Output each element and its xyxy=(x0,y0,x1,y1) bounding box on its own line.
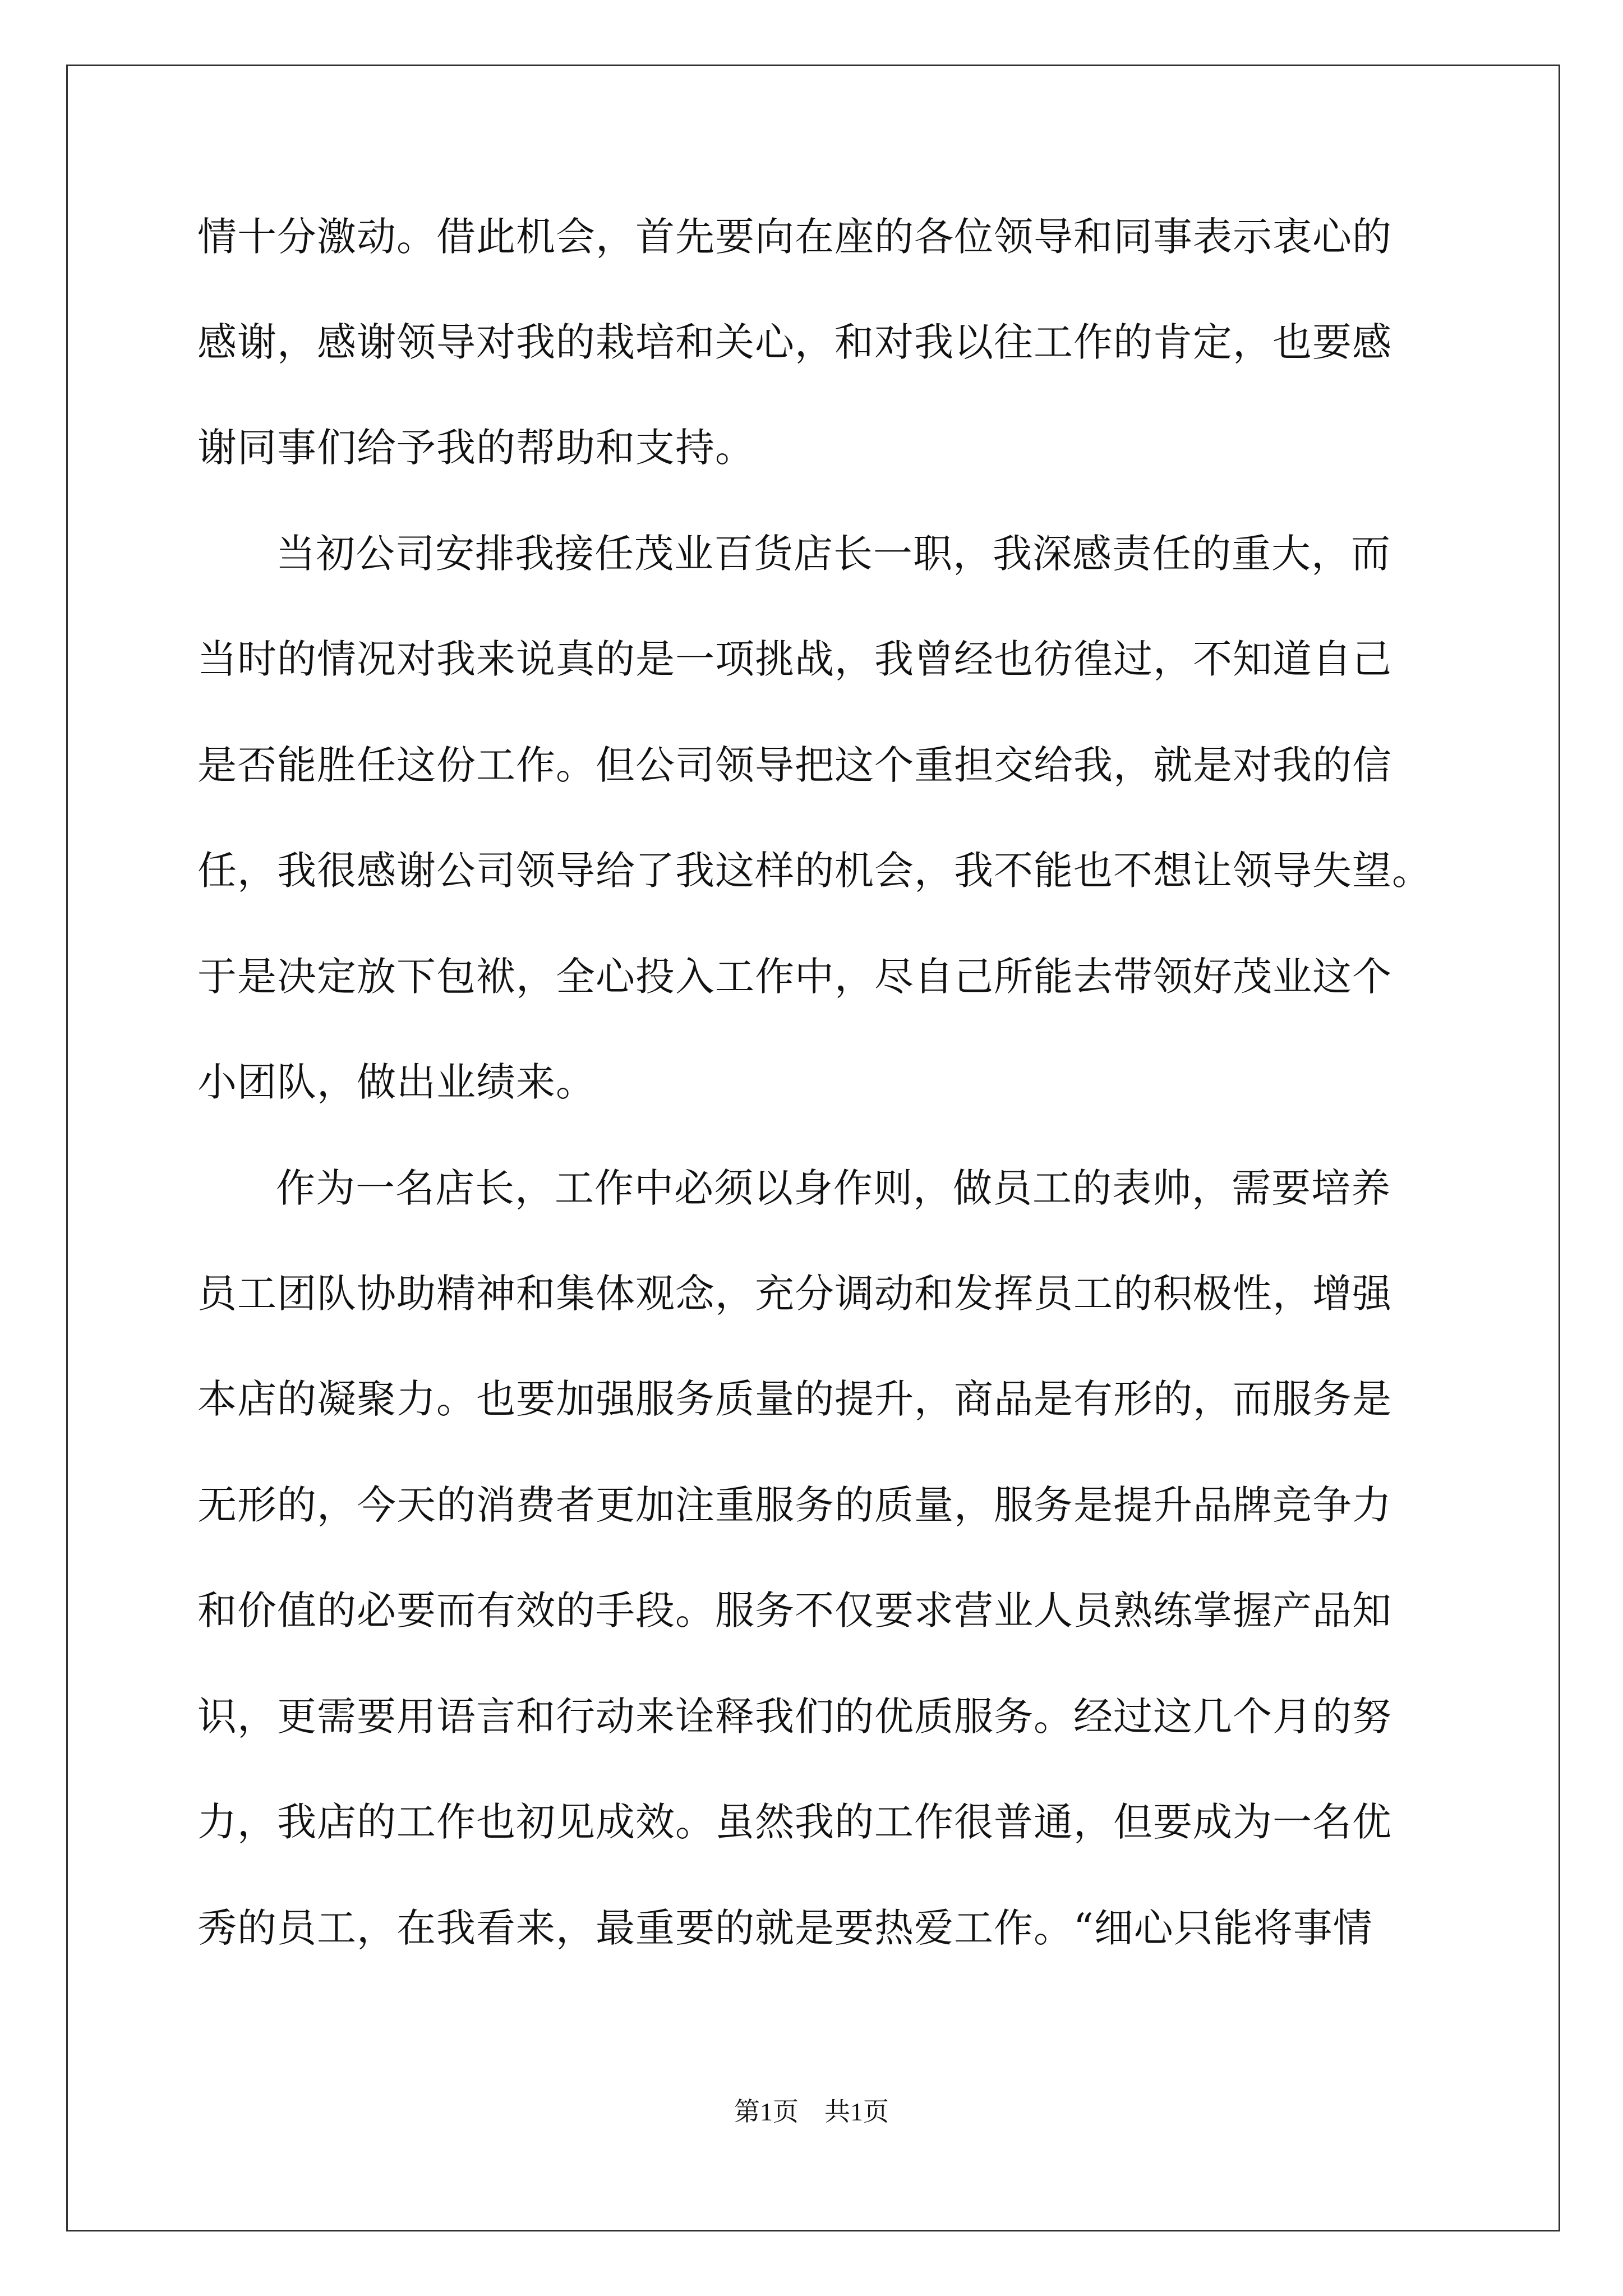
text-line: 本店的凝聚力。也要加强服务质量的提升，商品是有形的，而服务是 xyxy=(197,1376,1392,1422)
text-line: 识，更需要用语言和行动来诠释我们的优质服务。经过这几个月的努 xyxy=(197,1694,1392,1740)
text-line: 小团队，做出业绩来。 xyxy=(197,1059,596,1105)
text-line: 情十分激动。借此机会，首先要向在座的各位领导和同事表示衷心的 xyxy=(197,214,1392,260)
text-line: 感谢，感谢领导对我的栽培和关心，和对我以往工作的肯定，也要感 xyxy=(197,319,1392,365)
page-number-footer: 第1页 共1页 xyxy=(734,2097,889,2126)
text-line: 当时的情况对我来说真的是一项挑战，我曾经也彷徨过，不知道自己 xyxy=(197,636,1392,682)
text-line: 谢同事们给予我的帮助和支持。 xyxy=(197,425,755,471)
text-line: 力，我店的工作也初见成效。虽然我的工作很普通，但要成为一名优 xyxy=(197,1799,1392,1845)
text-line: 是否能胜任这份工作。但公司领导把这个重担交给我，就是对我的信 xyxy=(197,742,1392,788)
text-line: 任，我很感谢公司领导给了我这样的机会，我不能也不想让领导失望。 xyxy=(197,848,1432,894)
text-line: 于是决定放下包袱，全心投入工作中，尽自己所能去带领好茂业这个 xyxy=(197,954,1392,1000)
text-line: 秀的员工，在我看来，最重要的就是要热爱工作。“细心只能将事情 xyxy=(197,1905,1373,1951)
paragraph-start-line: 当初公司安排我接任茂业百货店长一职，我深感责任的重大，而 xyxy=(276,531,1391,577)
text-line: 员工团队协助精神和集体观念，充分调动和发挥员工的积极性，增强 xyxy=(197,1271,1392,1317)
text-line: 无形的，今天的消费者更加注重服务的质量，服务是提升品牌竞争力 xyxy=(197,1482,1392,1528)
text-line: 和价值的必要而有效的手段。服务不仅要求营业人员熟练掌握产品知 xyxy=(197,1588,1392,1634)
paragraph-start-line: 作为一名店长，工作中必须以身作则，做员工的表帅，需要培养 xyxy=(276,1165,1391,1211)
